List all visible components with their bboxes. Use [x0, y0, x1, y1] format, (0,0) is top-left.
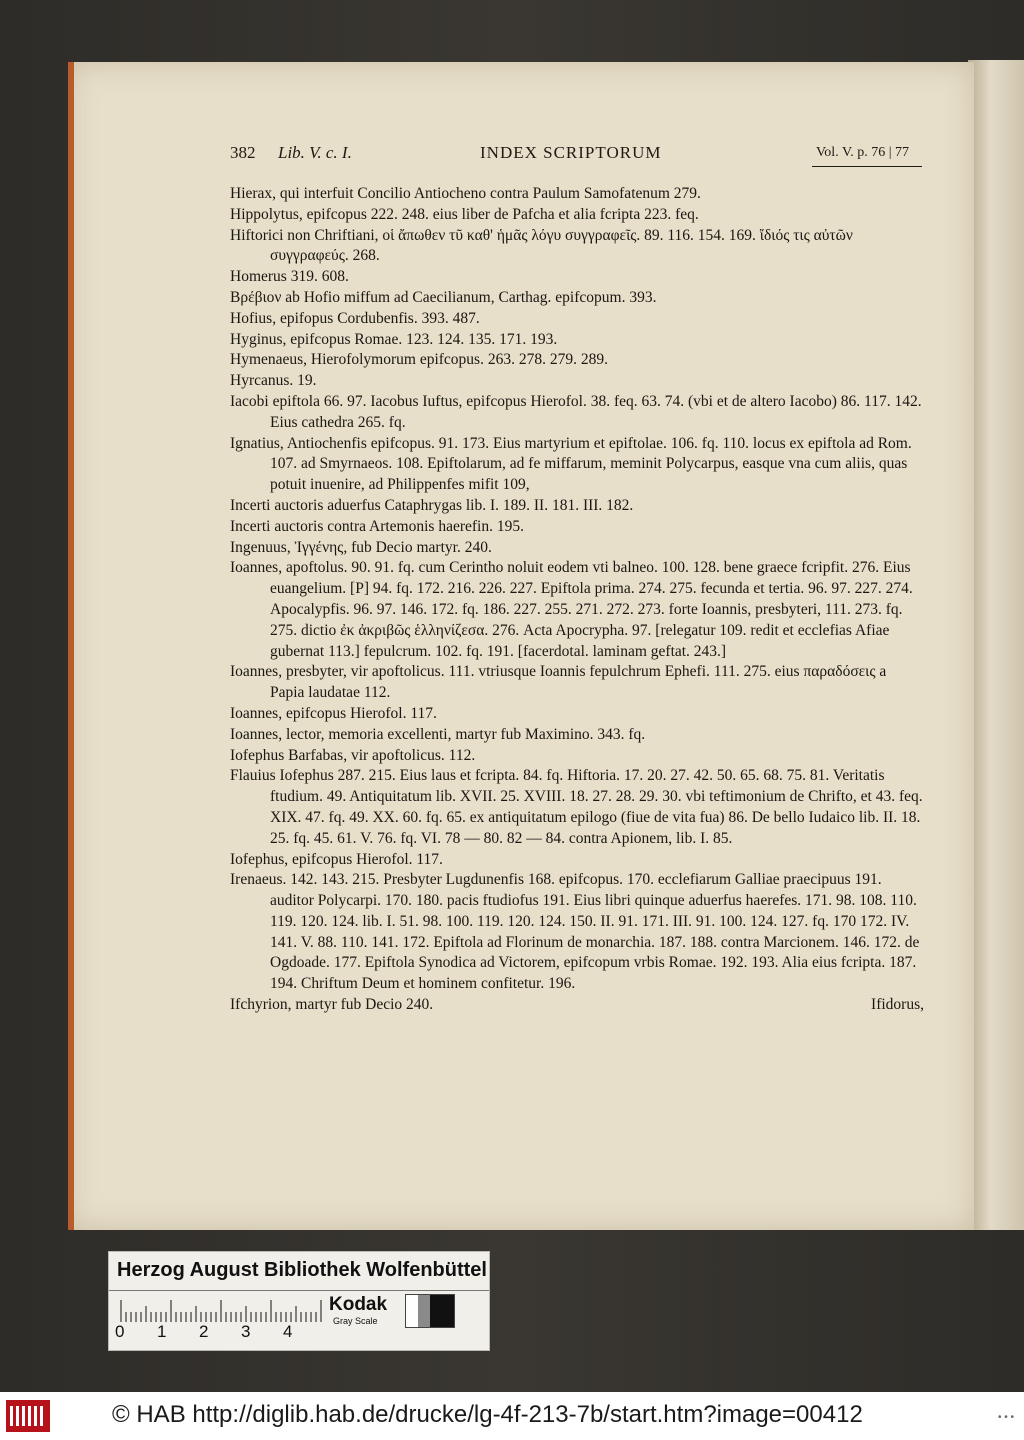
running-header — [230, 143, 930, 167]
ruler-number: 2 — [199, 1322, 209, 1341]
index-entry: Iofephus, epifcopus Hierofol. 117. — [230, 850, 443, 868]
last-line — [230, 995, 924, 1016]
hab-logo-icon — [6, 1400, 50, 1432]
ruler-numbers — [115, 1322, 335, 1344]
ruler-scale — [119, 1298, 324, 1322]
index-entry: Hymenaeus, Hierofolymorum epifcopus. 263. 278. 279. 289. — [230, 351, 608, 369]
ruler-ticks — [119, 1298, 324, 1322]
ruler-number: 3 — [241, 1322, 251, 1341]
index-entry: Iacobi epiftola 66. 97. Iacobus Iuftus, epifcopus Hierofol. 38. feq. 63. 74. (vbi et de altero Iacobo) 86. 117. 142. Eius cathedra 265. fq. — [230, 392, 922, 431]
footer-bar — [0, 1392, 1024, 1440]
index-entry: Ioannes, epifcopus Hierofol. 117. — [230, 704, 437, 722]
index-entry: Incerti auctoris aduerfus Cataphrygas lib. I. 189. II. 181. III. 182. — [230, 496, 634, 514]
book-reference: Lib. V. c. I. — [278, 143, 352, 162]
library-color-card — [108, 1251, 490, 1351]
index-entry: Hofius, epifopus Cordubenfis. 393. 487. — [230, 309, 480, 327]
volume-reference: Vol. V. p. 76 | 77 — [816, 145, 910, 160]
index-entry: Hippolytus, epifcopus 222. 248. eius liber de Pafcha et alia fcripta 223. feq. — [230, 205, 699, 223]
index-entry: Irenaeus. 142. 143. 215. Presbyter Lugdunenfis 168. epifcopus. 170. ecclefiarum Galliae praecipuus 191. auditor Polycarpi. 170. 180. pacis ftudiofus 191. Eius libri quinque aduerfus haerefes. 171. 98. 108. 110. 119. 120. 124. lib. I. 51. 98. 100. 119. 120. 124. 150. II. 91. 171. III. 91. 100. 124. 127. fq. 170 172. IV. 141. V. 88. 110. 141. 172. Epiftola ad Florinum de monarchia. 187. 188. contra Marcionem. 146. 172. de Ogdoade. 177. Epiftola Synodica ad Victorem, epifcopum vrbis Romae. 192. 193. Alia eius fcripta. 187. 194. Chriftum Deum et hominem confitetur. 196. — [230, 871, 920, 993]
index-entry: Βρέβιον ab Hofio miffum ad Caecilianum, Carthag. epifcopum. 393. — [230, 288, 657, 306]
page-title: INDEX SCRIPTORUM — [480, 143, 662, 162]
gray-scale-swatch — [405, 1294, 455, 1328]
card-divider — [109, 1290, 489, 1291]
swatch-gray — [418, 1295, 430, 1327]
index-entry: Flauius Iofephus 287. 215. Eius laus et fcripta. 84. fq. Hiftoria. 17. 20. 27. 42. 50. 65. 68. 75. 81. Veritatis ftudium. 49. Antiquitatum lib. XVII. 25. XVIII. 18. 27. 28. 29. 30. vbi teftimonium de Chrifto, et 43. feq. XIX. 47. fq. 49. XX. 60. fq. 65. ex antiquitatum epilogo (fiue de vita fua) 86. De bello Iudaico lib. II. 18. 25. fq. 45. 61. V. 76. fq. VI. 78 — 80. 82 — 84. contra Apionem, lib. I. 85. — [230, 767, 923, 847]
swatch-black — [430, 1295, 454, 1327]
index-entry: Hyginus, epifcopus Romae. 123. 124. 135. 171. 193. — [230, 330, 558, 348]
header-underline — [812, 166, 922, 167]
index-entry: Ingenuus, Ἰγγένης, fub Decio martyr. 240. — [230, 538, 492, 556]
index-entry-last: Ifchyrion, martyr fub Decio 240. — [230, 996, 434, 1014]
page-number: 382 — [230, 143, 256, 162]
footer-copyright-url: © HAB http://diglib.hab.de/drucke/lg-4f-213-7b/start.htm?image=00412 — [112, 1401, 863, 1428]
kodak-logo: Kodak — [329, 1294, 388, 1315]
index-entry: Ioannes, lector, memoria excellenti, martyr fub Maximino. 343. fq. — [230, 725, 646, 743]
facing-page-edge — [968, 60, 1024, 1230]
index-entry: Hiftorici non Chriftiani, οἱ ἄπωθεν τῦ καθ' ἡμᾶς λόγυ συγγραφεῖς. 89. 116. 154. 169. ἴδιός τις αὐτῶν συγγραφεύς. 268. — [230, 226, 853, 265]
ruler-number: 4 — [283, 1322, 293, 1341]
index-entry: Ioannes, apoftolus. 90. 91. fq. cum Cerintho noluit eodem vti balneo. 100. 128. bene graece fcripfit. 276. Eius euangelium. [P] 94. fq. 172. 216. 226. 227. Epiftola prima. 274. 275. fecunda et tertia. 96. 97. 227. 274. Apocalypfis. 96. 97. 146. 172. fq. 186. 227. 255. 271. 272. 273. forte Ioannis, presbyteri, 111. 273. fq. 275. dictio ἐκ ἀκριβῶς ἑλληνίζεσα. 276. Acta Apocrypha. 97. [relegatur 109. redit et ecclefias Afiae gubernat 113.] fepulcrum. 102. fq. 191. [facerdotal. laminam geftat. 243.] — [230, 559, 913, 660]
index-entry: Hyrcanus. 19. — [230, 372, 317, 390]
index-entry: Hierax, qui interfuit Concilio Antiocheno contra Paulum Samofatenum 279. — [230, 185, 701, 202]
index-entry: Homerus 319. 608. — [230, 268, 349, 286]
ruler-number: 1 — [157, 1322, 167, 1341]
catchword: Ifidorus, — [871, 996, 924, 1014]
index-text — [230, 184, 924, 1016]
library-name: Herzog August Bibliothek Wolfenbüttel — [117, 1259, 487, 1281]
swatch-white — [406, 1295, 418, 1327]
ruler-number: 0 — [115, 1322, 125, 1341]
footer-dots: • • • — [998, 1412, 1015, 1423]
index-entry: Iofephus Barfabas, vir apoftolicus. 112. — [230, 746, 476, 764]
index-entry: Ioannes, presbyter, vir apoftolicus. 111. vtriusque Ioannis fepulchrum Ephefi. 111. 275. eius παραδόσεις a Papia laudatae 112. — [230, 663, 887, 702]
index-entry: Incerti auctoris contra Artemonis haerefin. 195. — [230, 517, 524, 535]
page-red-edge — [68, 62, 74, 1230]
index-entry: Ignatius, Antiochenfis epifcopus. 91. 173. Eius martyrium et epiftolae. 106. fq. 110. locus ex epiftola ad Rom. 107. ad Smyrnaeos. 108. Epiftolarum, ad fe miffarum, meminit Polycarpus, easque vna cum aliis, quas potuit inuenire, ad Philippenfes mifit 109, — [230, 434, 912, 494]
gray-scale-label: Gray Scale — [333, 1316, 378, 1326]
